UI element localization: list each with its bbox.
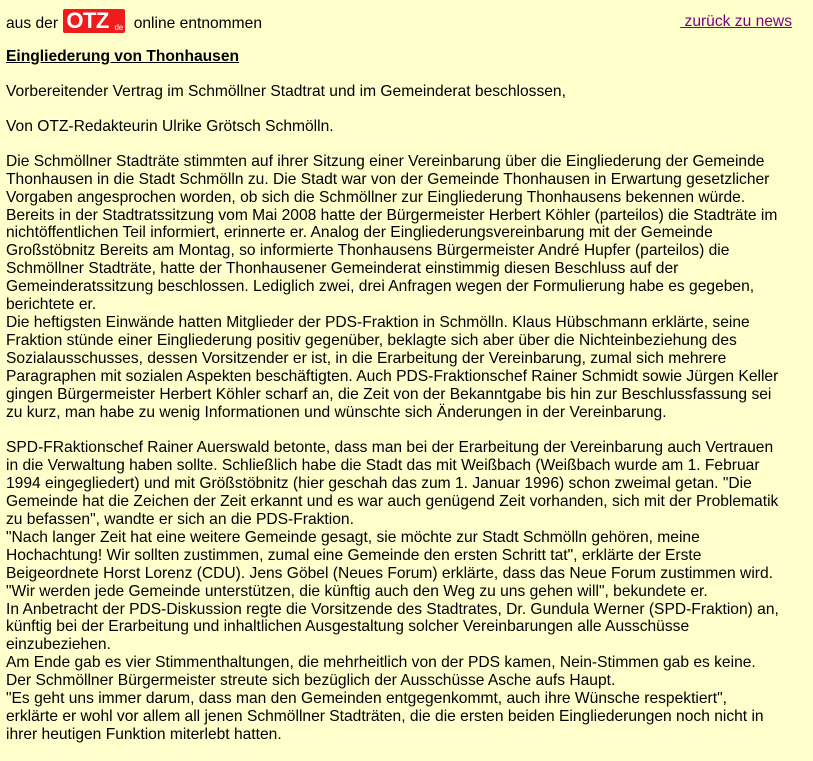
text-line: künftig bei der Erarbeitung und inhaltlichen Ausgestaltung solcher Vereinbarungen alle Ausschüsse xyxy=(6,618,690,636)
text-line: Sozialausschusses, dessen Vorsitzender er ist, in die Erarbeitung der Vereinbarung, zumal sich mehrere xyxy=(6,349,727,367)
text-line: "Wir werden jede Gemeinde unterstützen, die künftig auch den Weg zu uns gehen will", bekundete er. xyxy=(6,582,708,600)
source-bar xyxy=(6,6,805,34)
text-line: zu kurz, man habe zu wenig Informationen und wünschte sich Änderungen in der Vereinbarung. xyxy=(6,403,667,421)
text-line: erklärte er wohl vor allem all jenen Schmöllner Stadträten, die die ersten beiden Eingliederungen noch nicht in xyxy=(6,708,764,725)
text-line: Fraktion stünde einer Eingliederung positiv gegenüber, beklagte sich aber über die Nichteinbeziehung des xyxy=(6,331,737,349)
article-title: Eingliederung von Thonhausen xyxy=(6,48,240,65)
text-line: Schmöllner Stadträte, hatte der Thonhausener Gemeinderat einstimmig diesen Beschluss auf der xyxy=(6,260,679,278)
source-suffix: online entnommen xyxy=(133,15,263,32)
text-line: Am Ende gab es vier Stimmenthaltungen, die mehrheitlich von der PDS kamen, Nein-Stimmen gab es keine. xyxy=(6,654,756,672)
text-line: Vorgaben angesprochen worden, ob sich die Schmöllner zur Eingliederung Thonhausens bekennen würde. xyxy=(6,188,746,206)
article-byline: Von OTZ-Redakteurin Ulrike Grötsch Schmölln. xyxy=(6,117,334,135)
otz-logo-text: OTZ xyxy=(66,8,109,33)
text-line: Beigeordnete Horst Lorenz (CDU). Jens Göbel (Neues Forum) erklärte, dass das Neue Forum zustimmen wird. xyxy=(6,564,773,582)
text-line: Thonhausen in die Stadt Schmölln zu. Die Stadt war von der Gemeinde Thonhausen in Erwartung gesetzlicher xyxy=(6,170,770,188)
text-line: Bereits in der Stadtratssitzung vom Mai 2008 hatte der Bürgermeister Herbert Köhler (parteilos) die Stadträte im xyxy=(6,206,778,224)
article-paragraph-3 xyxy=(6,439,805,743)
text-line: berichtete er. xyxy=(6,296,97,314)
text-line: Gemeinde hat die Zeichen der Zeit erkannt und es war auch genügend Zeit vorhanden, sich mit der Problematik xyxy=(6,493,779,511)
text-line: nichtöffentlichen Teil informiert, erinnerte er. Analog der Eingliederungsvereinbarung mit der Gemeinde xyxy=(6,224,713,242)
text-line: Die heftigsten Einwände hatten Mitglieder der PDS-Fraktion in Schmölln. Klaus Hübschmann erklärte, seine xyxy=(6,313,750,331)
otz-logo xyxy=(63,9,125,33)
text-line: "Es geht uns immer darum, dass man den Gemeinden entgegenkommt, auch ihre Wünsche respektiert", xyxy=(6,690,727,708)
source-note xyxy=(6,9,262,33)
article-paragraph-2 xyxy=(6,314,805,421)
text-line: "Nach langer Zeit hat eine weitere Gemeinde gesagt, sie möchte zur Stadt Schmölln gehören, meine xyxy=(6,528,700,546)
text-line: einzubeziehen. xyxy=(6,636,111,654)
text-line: In Anbetracht der PDS-Diskussion regte die Vorsitzende des Stadtrates, Dr. Gundula Werner (SPD-Fraktion) an, xyxy=(6,600,779,618)
article-paragraph-1 xyxy=(6,153,805,314)
text-line: in die Verwaltung haben sollte. Schließlich habe die Stadt das mit Weißbach (Weißbach wurde am 1. Februar xyxy=(6,457,760,475)
text-line: Gemeinderatssitzung beschlossen. Lediglich zwei, drei Anfragen wegen der Formulierung habe es gegeben, xyxy=(6,278,755,296)
text-line: Paragraphen mit sozialen Aspekten beschäftigten. Auch PDS-Fraktionschef Rainer Schmidt sowie Jürgen Keller xyxy=(6,367,779,385)
text-line: Großstöbnitz Bereits am Montag, so informierte Thonhausens Bürgermeister André Hupfer (parteilos) die xyxy=(6,242,730,260)
back-to-news-link[interactable]: zurück zu news xyxy=(680,13,792,30)
text-line: 1994 eingegliedert) und mit Größstöbnitz (hier geschah das zum 1. Januar 1996) schon zweimal getan. "Die xyxy=(6,475,752,493)
text-line: Hochachtung! Wir sollten zustimmen, zumal eine Gemeinde den ersten Schritt tat", erklärte der Erste xyxy=(6,546,702,564)
otz-logo-domain: de xyxy=(114,23,124,32)
text-line: Die Schmöllner Stadträte stimmten auf ihrer Sitzung einer Vereinbarung über die Eingliederung der Gemeinde xyxy=(6,152,765,170)
text-line: ihrer heutigen Funktion miterlebt hatten. xyxy=(6,725,282,743)
text-line: zu befassen", wandte er sich an die PDS-Fraktion. xyxy=(6,511,354,529)
source-prefix: aus der xyxy=(6,15,59,32)
article-lead: Vorbereitender Vertrag im Schmöllner Stadtrat und im Gemeinderat beschlossen, xyxy=(6,83,566,100)
text-line: Der Schmöllner Bürgermeister streute sich bezüglich der Ausschüsse Asche aufs Haupt. xyxy=(6,672,616,690)
text-line: SPD-FRaktionschef Rainer Auerswald betonte, dass man bei der Erarbeitung der Vereinbarung auch Vertrauen xyxy=(6,439,774,457)
text-line: gingen Bürgermeister Herbert Köhler scharf an, die Zeit von der Bekanntgabe bis hin zur Beschlussfassung sei xyxy=(6,385,772,403)
